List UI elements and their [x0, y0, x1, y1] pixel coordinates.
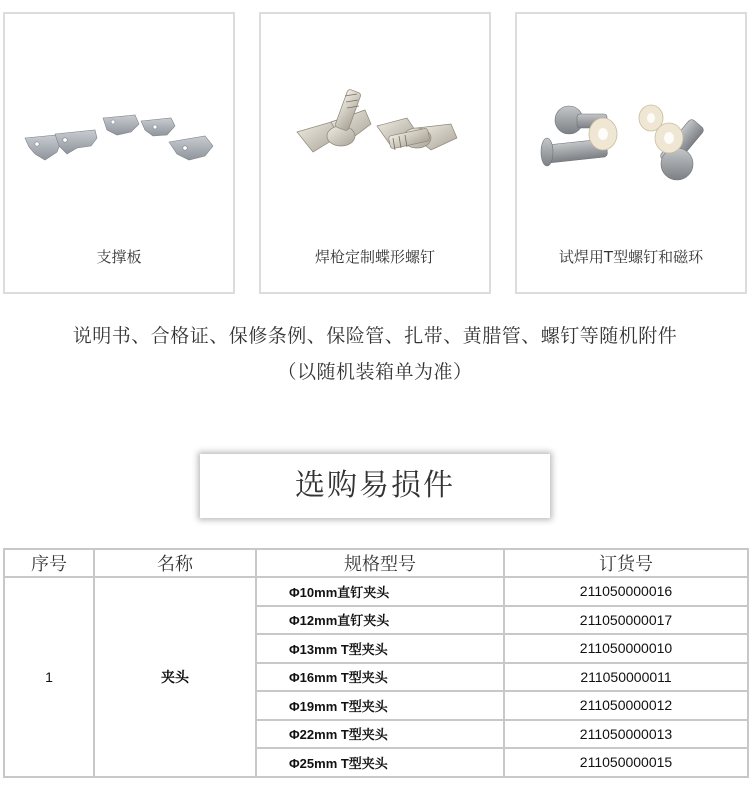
row-spec: Φ25mm T型夹头 [256, 748, 504, 777]
accessory-card-support-plate [3, 12, 235, 294]
accessories-note-sub: （以随机装箱单为准） [277, 361, 473, 383]
accessories-note: 说明书、合格证、保修条例、保险管、扎带、黄腊管、螺钉等随机附件 [72, 325, 678, 347]
row-order-no: 211050000011 [504, 663, 748, 692]
row-order-no: 211050000012 [504, 691, 748, 720]
header-spec: 规格型号 [256, 549, 504, 577]
row-spec: Φ16mm T型夹头 [256, 663, 504, 692]
section-title: 选购易损件 [295, 468, 455, 503]
accessory-cards [0, 12, 750, 296]
header-name: 名称 [94, 549, 256, 577]
accessory-caption: 支撑板 [96, 248, 142, 266]
row-spec: Φ13mm T型夹头 [256, 634, 504, 663]
table-row [4, 577, 748, 606]
accessory-card-t-screw-ring [515, 12, 747, 294]
row-order-no: 211050000017 [504, 606, 748, 635]
t-screws-and-rings-photo [517, 14, 745, 234]
wing-screws-photo [261, 14, 489, 234]
row-order-no: 211050000013 [504, 720, 748, 749]
parts-table [3, 548, 749, 778]
support-plates-photo [5, 14, 233, 234]
row-spec: Φ19mm T型夹头 [256, 691, 504, 720]
header-index: 序号 [4, 549, 94, 577]
row-order-no: 211050000010 [504, 634, 748, 663]
row-spec: Φ10mm直钉夹头 [256, 577, 504, 606]
accessory-caption: 焊枪定制蝶形螺钉 [314, 248, 435, 266]
row-order-no: 211050000016 [504, 577, 748, 606]
row-order-no: 211050000015 [504, 748, 748, 777]
row-spec: Φ22mm T型夹头 [256, 720, 504, 749]
section-title-box [200, 454, 550, 518]
table-header-row [4, 549, 748, 577]
row-name: 夹头 [94, 577, 256, 777]
row-spec: Φ12mm直钉夹头 [256, 606, 504, 635]
accessory-card-wing-screw [259, 12, 491, 294]
header-order-no: 订货号 [504, 549, 748, 577]
row-index: 1 [4, 577, 94, 777]
accessory-caption: 试焊用T型螺钉和磁环 [558, 248, 704, 266]
